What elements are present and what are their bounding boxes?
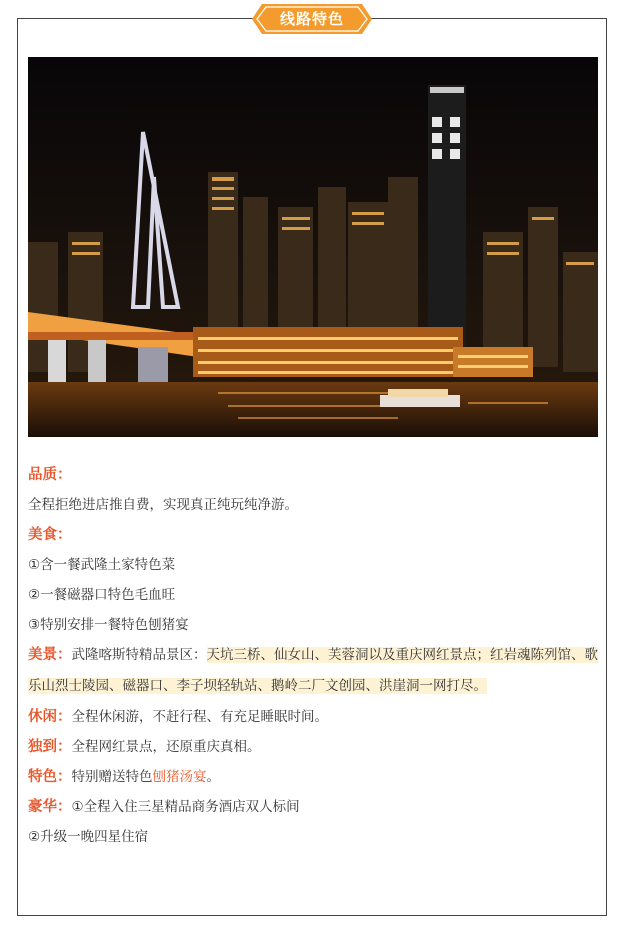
luxury-section [28, 792, 600, 822]
food-item: ②一餐磁器口特色毛血旺 [28, 587, 176, 603]
scenery-lead: 武隆喀斯特精品景区： [71, 647, 207, 663]
leisure-text: 全程休闲游，不赶行程、有充足睡眠时间。 [71, 709, 328, 725]
scenery-highlight: 天坑三桥、仙女山、芙蓉洞以及重庆网红景点；红岩魂陈列馆、歌乐山烈士陵园、磁器口、李子坝轻轨站、鹅岭二厂文创园、洪崖洞一网打尽。 [28, 647, 598, 694]
unique-label: 独到： [28, 739, 72, 755]
feature-list [28, 460, 600, 852]
quality-text: 全程拒绝进店推自费，实现真正纯玩纯净游。 [28, 497, 298, 513]
luxury-label: 豪华： [28, 799, 72, 815]
special-section [28, 762, 600, 792]
unique-section [28, 732, 600, 762]
special-label: 特色： [28, 769, 72, 785]
page-title: 线路特色 [279, 10, 344, 28]
special-text: 特别赠送特色 [71, 769, 153, 785]
food-label: 美食： [28, 527, 72, 543]
scenery-section [28, 640, 600, 702]
special-tail: 。 [206, 769, 220, 785]
food-section [28, 520, 600, 550]
title-ribbon [252, 4, 372, 34]
quality-section [28, 460, 600, 490]
luxury-text: ①全程入住三星精品商务酒店双人标间 [71, 799, 300, 815]
unique-text: 全程网红景点，还原重庆真相。 [71, 739, 261, 755]
scenery-label: 美景： [28, 647, 72, 663]
chongqing-night-photo [28, 57, 598, 437]
food-item: ①含一餐武隆土家特色菜 [28, 557, 176, 573]
quality-label: 品质： [28, 467, 72, 483]
special-highlight: 刨猪汤宴 [152, 769, 207, 785]
luxury-extra: ②升级一晚四星住宿 [28, 829, 149, 845]
leisure-section [28, 702, 600, 732]
food-item: ③特别安排一餐特色刨猪宴 [28, 617, 189, 633]
leisure-label: 休闲： [28, 709, 72, 725]
